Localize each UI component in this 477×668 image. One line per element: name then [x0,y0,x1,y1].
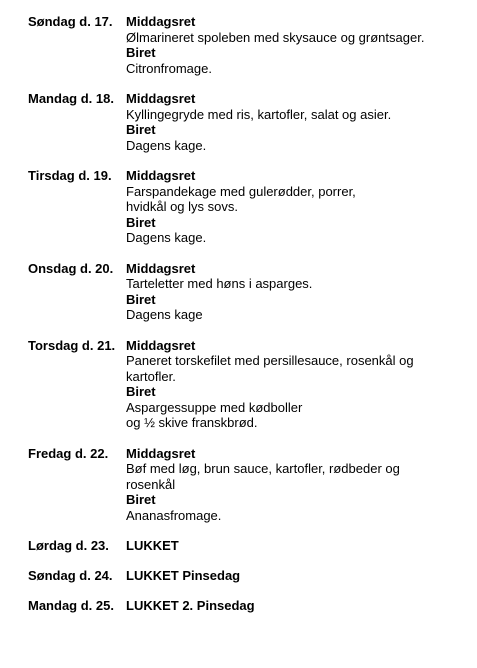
main-course-text: Ølmarineret spoleben med skysauce og grøntsager. [126,29,425,45]
day-entry-monday-18 [28,91,468,153]
main-course-text: Paneret torskefilet med persillesauce, rosenkål og kartofler. [126,353,414,384]
main-course-title: Middagsret [126,168,196,183]
dessert-text: Dagens kage. [126,137,207,153]
day-courses [126,261,468,323]
day-courses [126,338,468,431]
day-entry-wednesday-20 [28,261,468,323]
dessert-text: Dagens kage [126,307,203,322]
weekly-menu [28,14,468,628]
main-course-title: Middagsret [126,14,196,29]
dessert-text: Ananasfromage. [126,507,222,523]
day-courses [126,91,468,153]
day-label: Mandag d. 18. [28,91,114,106]
dessert-text: Dagens kage. [126,230,207,245]
day-entry-saturday-23 [28,538,468,554]
day-entry-thursday-21 [28,338,468,431]
main-course-text: Bøf med løg, brun sauce, kartofler, rødbeder og rosenkål [126,461,400,492]
day-courses [126,446,468,524]
day-entry-tuesday-19 [28,168,468,246]
dessert-title: Biret [126,291,156,307]
day-label: Søndag d. 24. [28,568,113,583]
main-course-title: Middagsret [126,91,196,106]
dessert-title: Biret [126,384,156,399]
main-course-text: Kyllingegryde med ris, kartofler, salat og asier. [126,106,392,122]
dessert-title: Biret [126,214,156,230]
day-label: Mandag d. 25. [28,598,114,613]
closed-status: LUKKET Pinsedag [126,568,241,583]
day-entry-sunday-17 [28,14,468,76]
closed-status: LUKKET [126,538,179,553]
day-label: Tirsdag d. 19. [28,168,112,183]
dessert-text: Citronfromage. [126,60,212,76]
dessert-title: Biret [126,45,156,60]
day-entry-friday-22 [28,446,468,524]
main-course-text: Farspandekage med gulerødder, porrer, hvidkål og lys sovs. [126,183,356,214]
closed-status: LUKKET 2. Pinsedag [126,598,255,613]
day-courses [126,14,468,76]
day-entry-monday-25 [28,598,468,614]
main-course-text: Tarteletter med høns i asparges. [126,276,313,291]
day-label: Lørdag d. 23. [28,538,109,553]
main-course-title: Middagsret [126,337,196,353]
dessert-title: Biret [126,492,156,507]
day-label: Torsdag d. 21. [28,337,116,353]
dessert-text: Aspargessuppe med kødboller og ½ skive franskbrød. [126,399,303,430]
day-label: Onsdag d. 20. [28,260,114,276]
day-label: Fredag d. 22. [28,445,109,461]
day-courses [126,168,468,246]
day-entry-sunday-24 [28,568,468,584]
day-label: Søndag d. 17. [28,14,113,29]
dessert-title: Biret [126,122,156,137]
main-course-title: Middagsret [126,260,196,276]
main-course-title: Middagsret [126,445,196,461]
